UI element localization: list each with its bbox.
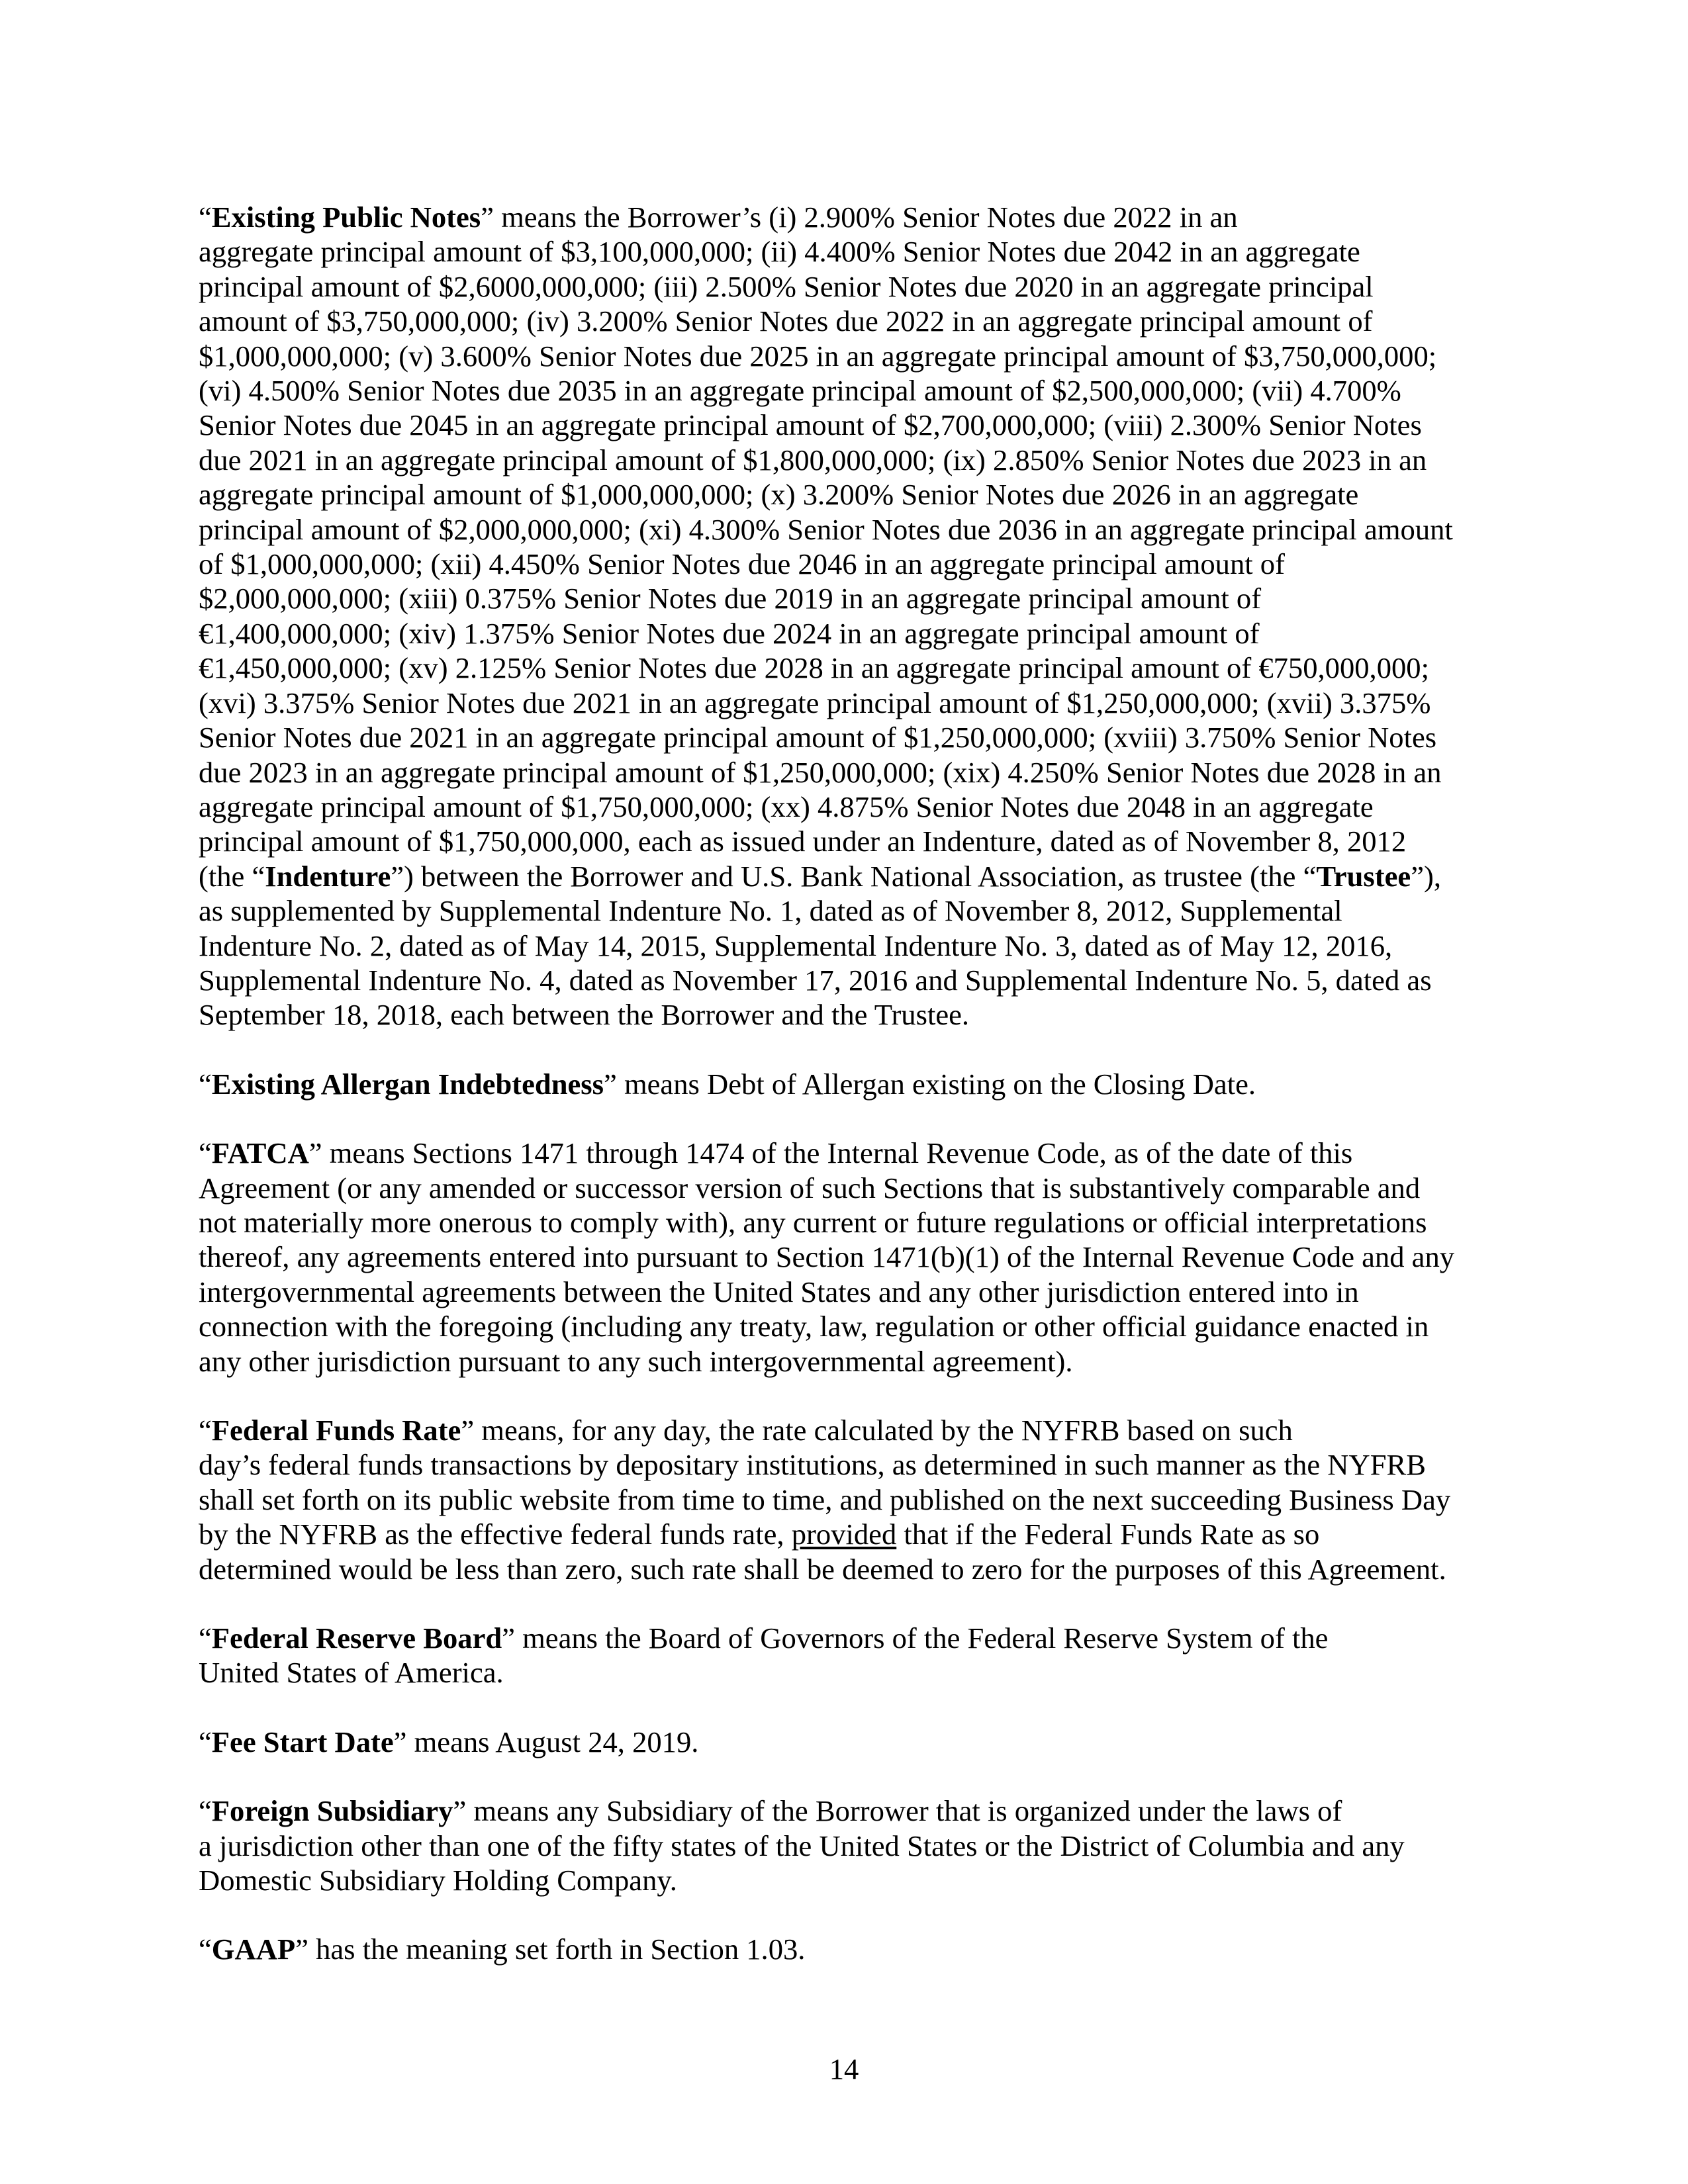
text-run: United States of America. xyxy=(199,1656,504,1690)
text-line xyxy=(199,1275,1496,1309)
defined-term: Federal Reserve Board xyxy=(211,1621,502,1655)
text-line xyxy=(199,755,1496,790)
text-line xyxy=(199,1829,1496,1863)
text-run: ” has the meaning set forth in Section 1.03. xyxy=(295,1933,806,1966)
defined-term: Existing Public Notes xyxy=(211,201,481,234)
text-run: (the “ xyxy=(199,859,265,893)
text-run: principal amount of $2,000,000,000; (xi) 4.300% Senior Notes due 2036 in an aggregate principal amount xyxy=(199,512,1453,546)
text-run: (xvi) 3.375% Senior Notes due 2021 in an aggregate principal amount of $1,250,000,000; (xvii) 3.375% xyxy=(199,686,1431,719)
text-line xyxy=(199,1794,1496,1828)
text-line xyxy=(199,1552,1496,1586)
defined-term: Fee Start Date xyxy=(211,1725,394,1758)
definition-paragraph-existing-allergan-indebtedness xyxy=(199,1067,1496,1101)
text-line xyxy=(199,373,1496,408)
text-run: not materially more onerous to comply with), any current or future regulations or official interpretations xyxy=(199,1205,1427,1239)
text-run: amount of $3,750,000,000; (iv) 3.200% Senior Notes due 2022 in an aggregate principal amount of xyxy=(199,304,1373,338)
definition-paragraph-gaap xyxy=(199,1932,1496,1966)
defined-term: Indenture xyxy=(265,859,391,893)
text-run: Senior Notes due 2045 in an aggregate principal amount of $2,700,000,000; (viii) 2.300% Senior Notes xyxy=(199,408,1422,442)
text-line xyxy=(199,859,1496,893)
text-line xyxy=(199,1413,1496,1447)
text-run: Agreement (or any amended or successor version of such Sections that is substantively comparable and xyxy=(199,1171,1421,1205)
text-line xyxy=(199,1205,1496,1240)
text-run: “ xyxy=(199,1414,212,1447)
text-run: ”), xyxy=(1411,859,1441,893)
text-line xyxy=(199,1517,1496,1551)
text-run: “ xyxy=(199,201,212,234)
text-run: determined would be less than zero, such rate shall be deemed to zero for the purposes of this Agreement. xyxy=(199,1552,1446,1586)
definition-paragraph-foreign-subsidiary xyxy=(199,1794,1496,1897)
text-line xyxy=(199,477,1496,512)
text-run: due 2021 in an aggregate principal amount of $1,800,000,000; (ix) 2.850% Senior Notes due 2023 in an xyxy=(199,443,1427,477)
text-line xyxy=(199,512,1496,547)
text-run: ” means Sections 1471 through 1474 of the Internal Revenue Code, as of the date of this xyxy=(308,1136,1353,1170)
text-run: connection with the foregoing (including any treaty, law, regulation or other official guidance enacted in xyxy=(199,1310,1429,1343)
text-run: intergovernmental agreements between the United States and any other jurisdiction entered into in xyxy=(199,1275,1359,1308)
text-run: “ xyxy=(199,1067,212,1101)
text-run: Indenture No. 2, dated as of May 14, 2015, Supplemental Indenture No. 3, dated as of May 12, 2016, xyxy=(199,929,1393,962)
text-line xyxy=(199,1482,1496,1517)
text-line xyxy=(199,547,1496,581)
text-run: thereof, any agreements entered into pursuant to Section 1471(b)(1) of the Internal Revenue Code and any xyxy=(199,1240,1455,1274)
text-run: ” means the Board of Governors of the Federal Reserve System of the xyxy=(502,1621,1329,1655)
text-run: principal amount of $1,750,000,000, each as issued under an Indenture, dated as of November 8, 2012 xyxy=(199,825,1407,858)
text-run: of $1,000,000,000; (xii) 4.450% Senior Notes due 2046 in an aggregate principal amount of xyxy=(199,547,1285,581)
text-line xyxy=(199,790,1496,824)
text-line xyxy=(199,200,1496,234)
defined-term: GAAP xyxy=(211,1933,296,1966)
text-run: ”) between the Borrower and U.S. Bank National Association, as trustee (the “ xyxy=(391,859,1317,893)
text-run: any other jurisdiction pursuant to any such intergovernmental agreement). xyxy=(199,1344,1073,1378)
text-line xyxy=(199,1240,1496,1274)
text-line xyxy=(199,686,1496,720)
underlined-term: provided xyxy=(791,1518,897,1551)
definition-paragraph-federal-funds-rate xyxy=(199,1413,1496,1586)
defined-term: FATCA xyxy=(211,1136,309,1170)
text-run: day’s federal funds transactions by depositary institutions, as determined in such manner as the NYFRB xyxy=(199,1448,1426,1482)
text-line xyxy=(199,1136,1496,1170)
text-run: aggregate principal amount of $1,750,000,000; (xx) 4.875% Senior Notes due 2048 in an aggregate xyxy=(199,790,1374,823)
definitions-section xyxy=(199,200,1496,1967)
definition-paragraph-fatca xyxy=(199,1136,1496,1379)
text-run: $1,000,000,000; (v) 3.600% Senior Notes due 2025 in an aggregate principal amount of $3,750,000,000; xyxy=(199,339,1437,373)
text-line xyxy=(199,269,1496,304)
text-line xyxy=(199,651,1496,685)
text-run: aggregate principal amount of $1,000,000,000; (x) 3.200% Senior Notes due 2026 in an aggregate xyxy=(199,478,1359,512)
text-run: Domestic Subsidiary Holding Company. xyxy=(199,1864,677,1897)
text-line xyxy=(199,408,1496,442)
text-run: aggregate principal amount of $3,100,000,000; (ii) 4.400% Senior Notes due 2042 in an aggregate xyxy=(199,235,1360,269)
definition-paragraph-federal-reserve-board xyxy=(199,1621,1496,1690)
text-run: ” means August 24, 2019. xyxy=(393,1725,699,1758)
text-run: ” means, for any day, the rate calculated by the NYFRB based on such xyxy=(461,1414,1293,1447)
text-line xyxy=(199,893,1496,928)
text-line xyxy=(199,581,1496,615)
text-line xyxy=(199,963,1496,997)
document-page xyxy=(199,200,1496,2001)
text-run: ” means Debt of Allergan existing on the Closing Date. xyxy=(604,1067,1256,1101)
text-run: “ xyxy=(199,1794,212,1828)
text-line xyxy=(199,1621,1496,1655)
text-run: that if the Federal Funds Rate as so xyxy=(896,1518,1320,1551)
text-run: “ xyxy=(199,1621,212,1655)
page-number: 14 xyxy=(829,2052,859,2085)
text-line xyxy=(199,1863,1496,1897)
text-run: Supplemental Indenture No. 4, dated as November 17, 2016 and Supplemental Indenture No. 5, dated as xyxy=(199,963,1432,997)
text-run: principal amount of $2,6000,000,000; (iii) 2.500% Senior Notes due 2020 in an aggregate principal xyxy=(199,269,1374,303)
text-run: “ xyxy=(199,1933,212,1966)
text-line xyxy=(199,720,1496,754)
text-run: “ xyxy=(199,1136,212,1170)
text-line xyxy=(199,234,1496,269)
text-run: shall set forth on its public website from time to time, and published on the next succeeding Business Day xyxy=(199,1482,1451,1516)
defined-term: Foreign Subsidiary xyxy=(211,1794,453,1828)
text-line xyxy=(199,1171,1496,1205)
text-line xyxy=(199,616,1496,651)
text-run: due 2023 in an aggregate principal amount of $1,250,000,000; (xix) 4.250% Senior Notes due 2028 in an xyxy=(199,755,1442,789)
text-run: (vi) 4.500% Senior Notes due 2035 in an aggregate principal amount of $2,500,000,000; (vii) 4.700% xyxy=(199,374,1401,408)
text-run: ” means the Borrower’s (i) 2.900% Senior Notes due 2022 in an xyxy=(481,201,1238,234)
text-run: €1,450,000,000; (xv) 2.125% Senior Notes due 2028 in an aggregate principal amount of €750,000,000; xyxy=(199,651,1429,685)
text-line xyxy=(199,443,1496,477)
text-line xyxy=(199,1309,1496,1343)
defined-term: Trustee xyxy=(1316,859,1411,893)
text-run: as supplemented by Supplemental Indenture No. 1, dated as of November 8, 2012, Supplemental xyxy=(199,894,1342,928)
text-run: €1,400,000,000; (xiv) 1.375% Senior Notes due 2024 in an aggregate principal amount of xyxy=(199,616,1260,650)
text-run: Senior Notes due 2021 in an aggregate principal amount of $1,250,000,000; (xviii) 3.750% Senior Notes xyxy=(199,721,1437,754)
text-line xyxy=(199,929,1496,963)
text-line xyxy=(199,1725,1496,1759)
text-run: by the NYFRB as the effective federal funds rate, xyxy=(199,1518,792,1551)
text-line xyxy=(199,1067,1496,1101)
text-run: “ xyxy=(199,1725,212,1758)
definition-paragraph-fee-start-date xyxy=(199,1725,1496,1759)
definition-paragraph-existing-public-notes xyxy=(199,200,1496,1032)
defined-term: Existing Allergan Indebtedness xyxy=(211,1067,604,1101)
text-run: September 18, 2018, each between the Borrower and the Trustee. xyxy=(199,998,970,1032)
text-line xyxy=(199,1932,1496,1966)
text-line xyxy=(199,997,1496,1032)
text-line xyxy=(199,824,1496,858)
text-line xyxy=(199,304,1496,338)
text-run: a jurisdiction other than one of the fifty states of the United States or the District of Columbia and any xyxy=(199,1829,1405,1862)
defined-term: Federal Funds Rate xyxy=(211,1414,461,1447)
text-line xyxy=(199,339,1496,373)
text-line xyxy=(199,1344,1496,1379)
text-line xyxy=(199,1655,1496,1690)
text-run: ” means any Subsidiary of the Borrower that is organized under the laws of xyxy=(453,1794,1342,1828)
text-line xyxy=(199,1447,1496,1482)
text-run: $2,000,000,000; (xiii) 0.375% Senior Notes due 2019 in an aggregate principal amount of xyxy=(199,582,1262,615)
